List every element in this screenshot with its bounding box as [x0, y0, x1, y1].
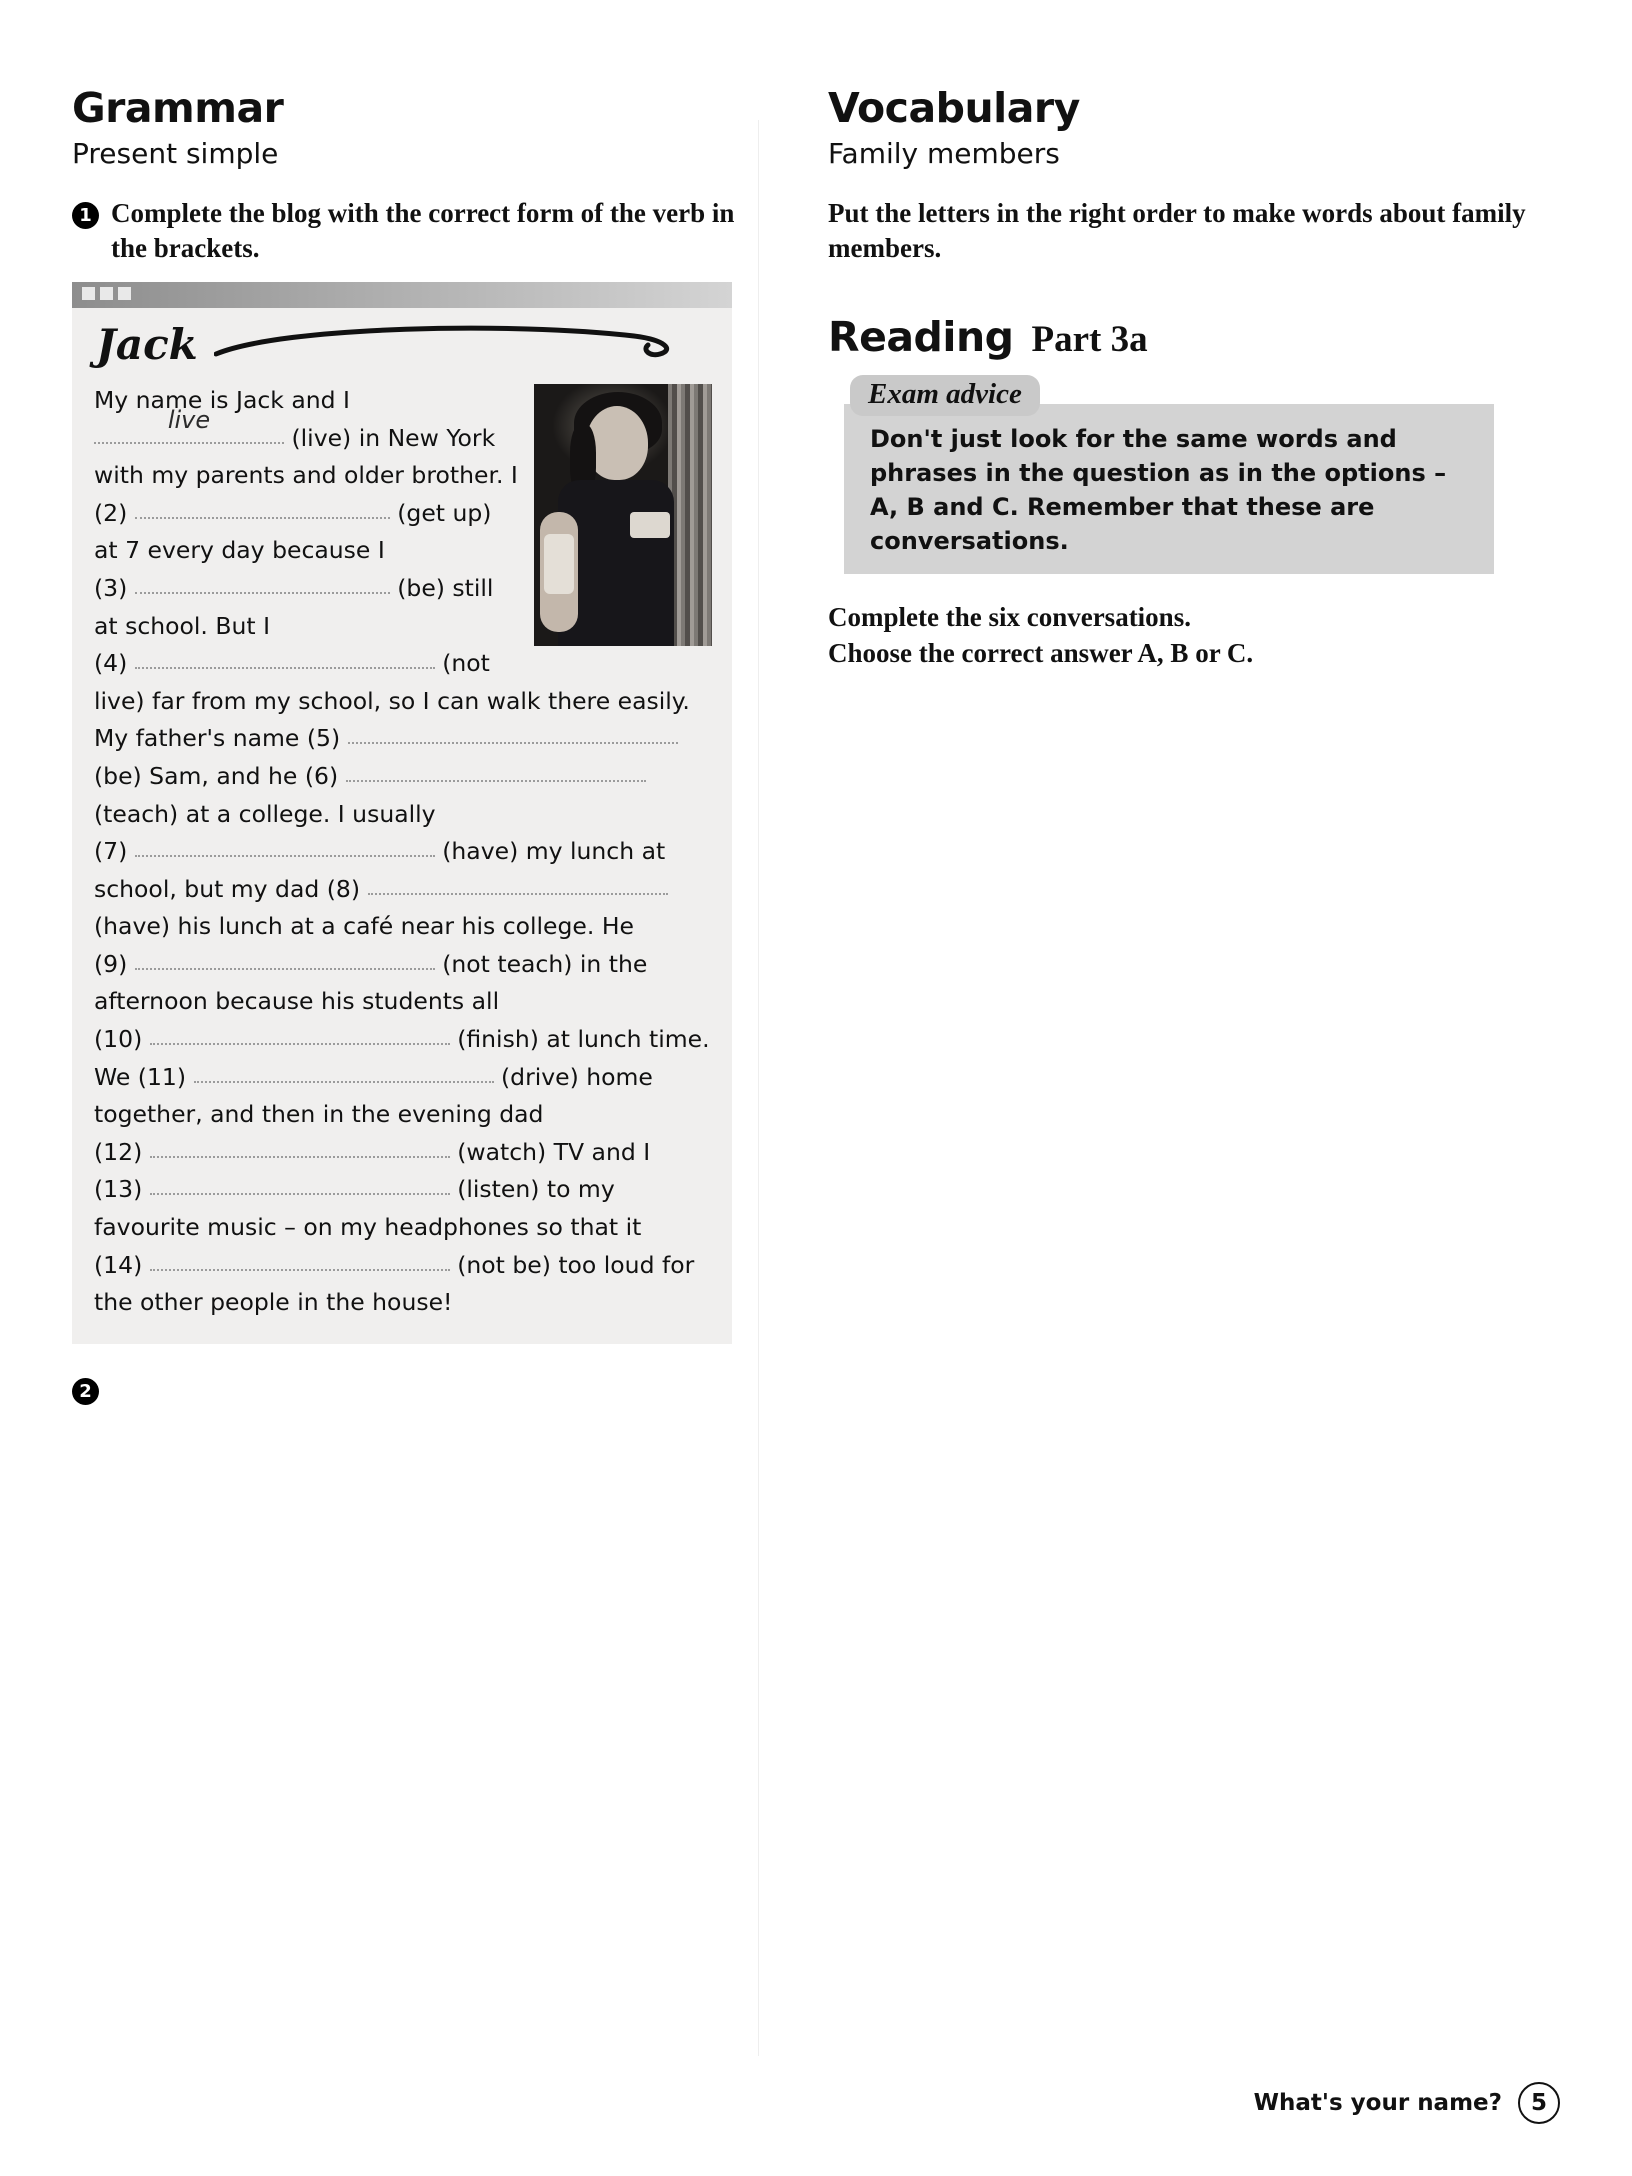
blog-answer-gap[interactable]: [135, 855, 435, 857]
blog-photo: [534, 384, 712, 646]
reading-heading-row: [828, 313, 1528, 361]
grammar-subheading: Present simple: [72, 137, 279, 170]
blog-gap-number: (8): [326, 874, 368, 903]
blog-gap-number: (10): [94, 1025, 150, 1054]
exam-advice-body: Don't just look for the same words and phrases in the question as in the options – A, B and C. Remember that these are conversations.: [844, 404, 1494, 574]
blog-answer-gap[interactable]: [368, 893, 668, 895]
vocabulary-subheading: Family members: [828, 137, 1060, 170]
exercise-1-number: 1: [72, 202, 99, 229]
grammar-heading: Grammar: [72, 84, 284, 132]
exercise-2-number: 2: [72, 1378, 99, 1405]
blog-answer-gap[interactable]: [150, 1043, 450, 1045]
browser-dots-icon: [82, 287, 131, 300]
page-number: 5: [1518, 2082, 1560, 2124]
blog-gap-number: (7): [94, 837, 135, 866]
blog-answer-gap[interactable]: [348, 742, 678, 744]
blog-answer-gap[interactable]: [135, 667, 435, 669]
blog-author-row: [94, 319, 712, 382]
blog-gap-number: (6): [304, 761, 346, 790]
blog-titlebar: [72, 282, 732, 308]
exam-advice-title: Exam advice: [850, 375, 1040, 416]
exercise-1: [72, 196, 772, 266]
blog-text: My name is Jack and I live (live) in New York with my parents and older brother. I (2) (get up) at 7 every day because I (3) (be) still at school. But I (4) (not live) far from my school, so I can walk there easily. My father's name (5) (be) Sam, and he (6) (teach) at a college. I usually (7) (have) my lunch at school, but my dad (8) (have) his lunch at a café near his college. He (9) (not teach) in the afternoon because his students all (10) (finish) at lunch time. We (11) (drive) home together, and then in the evening dad (12) (watch) TV and I (13) (listen) to my favourite music – on my headphones so that it (14) (not be) too loud for the other people in the house!: [94, 385, 710, 1317]
page-footer: [1254, 2082, 1560, 2124]
blog-gap-number: (4): [94, 649, 135, 678]
reading-instruction-line2: Choose the correct answer A, B or C.: [828, 637, 1254, 668]
blog-gap-number: (12): [94, 1137, 150, 1166]
blog-answer-gap[interactable]: [94, 406, 284, 444]
blog-gap-number: (3): [94, 573, 135, 602]
blog-gap-number: (14): [94, 1250, 150, 1279]
blog-answer-gap[interactable]: [194, 1081, 494, 1083]
reading-instruction: [828, 600, 1528, 671]
vocabulary-instruction: Put the letters in the right order to make words about family members.: [828, 197, 1526, 264]
blog-gap-number: (2): [94, 498, 135, 527]
blog-gap-number: (9): [94, 949, 135, 978]
footer-unit-title: What's your name?: [1253, 2090, 1502, 2116]
reading-instruction-line1: Complete the six conversations.: [828, 602, 1191, 633]
exercise-1-instruction: Complete the blog with the correct form of the verb in the brackets.: [111, 197, 735, 263]
blog-gap-number: (13): [94, 1175, 150, 1204]
swoosh-flourish-icon: [214, 320, 684, 366]
blog-answer-gap[interactable]: [346, 780, 646, 782]
blog-author-name: Jack: [96, 319, 198, 369]
left-column: [72, 84, 772, 1421]
vocabulary-heading: Vocabulary: [828, 84, 1080, 132]
blog-answer-gap[interactable]: [135, 592, 390, 594]
right-column: [828, 84, 1528, 682]
blog-gap-number: (11): [137, 1062, 194, 1091]
blog-answer-gap[interactable]: [135, 517, 390, 519]
reading-part-label: Part 3a: [1031, 319, 1148, 361]
blog-answer-gap[interactable]: [150, 1269, 450, 1271]
handwritten-answer: live: [167, 406, 211, 435]
exercise-2: [72, 1372, 772, 1405]
blog-answer-gap[interactable]: [135, 968, 435, 970]
reading-heading: Reading: [828, 313, 1014, 362]
blog-card: [72, 282, 732, 1344]
blog-answer-gap[interactable]: [150, 1193, 450, 1195]
exam-advice-box: [844, 375, 1494, 574]
blog-gap-number: (5): [306, 724, 348, 753]
blog-answer-gap[interactable]: [150, 1156, 450, 1158]
